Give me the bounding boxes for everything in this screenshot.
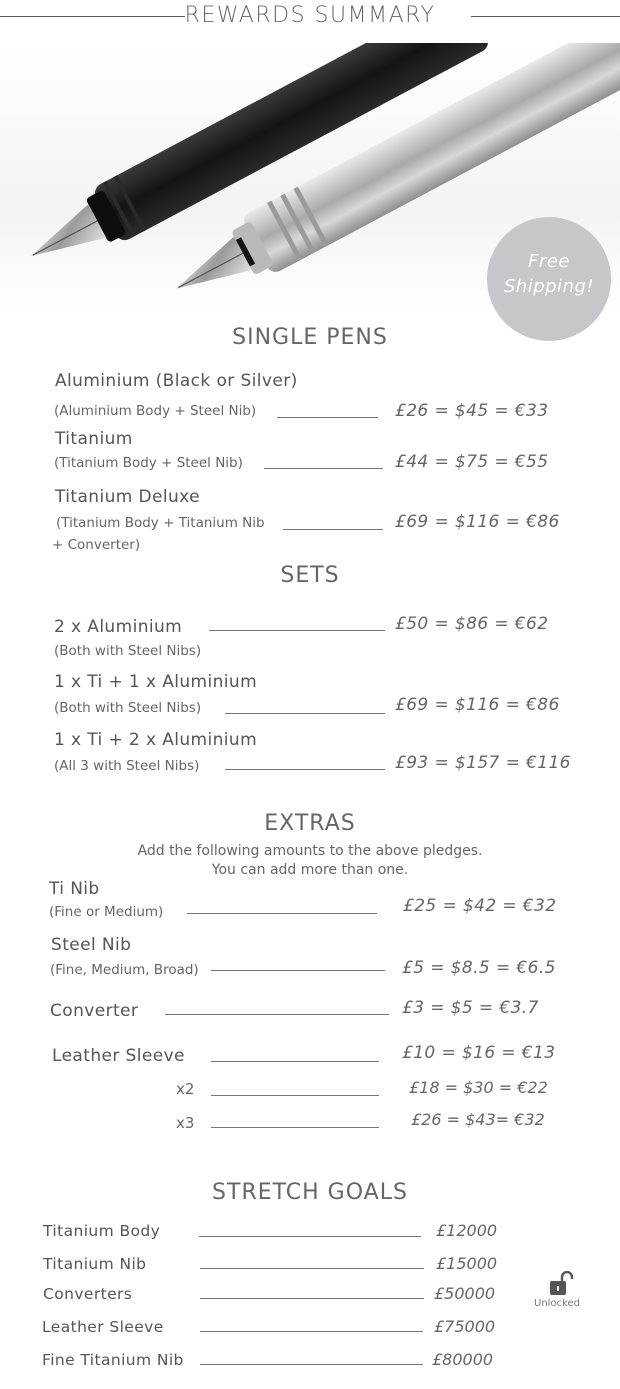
leader-line <box>211 1127 379 1128</box>
badge-line-1: Free <box>528 251 570 272</box>
reward-price: £93 = $157 = €116 <box>395 753 571 773</box>
goal-name: Converters <box>43 1285 133 1303</box>
section-title-sets: SETS <box>280 563 340 588</box>
leader-line <box>200 1364 423 1365</box>
extra-price: £3 = $5 = €3.7 <box>402 998 539 1018</box>
goal-name: Titanium Nib <box>43 1255 147 1273</box>
leader-line <box>225 769 385 770</box>
extra-name: Steel Nib <box>51 935 132 955</box>
extras-note-line-2: You can add more than one. <box>211 862 409 878</box>
goal-name: Titanium Body <box>43 1222 161 1240</box>
leader-line <box>211 1061 379 1062</box>
section-title-extras: EXTRAS <box>264 811 356 836</box>
section-title-stretch-goals: STRETCH GOALS <box>212 1180 408 1205</box>
reward-price: £26 = $45 = €33 <box>395 401 549 421</box>
reward-detail: (Titanium Body + Steel Nib) <box>54 455 243 471</box>
reward-name: 1 x Ti + 2 x Aluminium <box>54 730 258 750</box>
unlocked-padlock-icon <box>548 1271 576 1301</box>
extra-quantity: x2 <box>176 1080 195 1098</box>
extra-detail: (Fine or Medium) <box>49 904 164 920</box>
reward-price: £50 = $86 = €62 <box>395 614 549 634</box>
leader-line <box>277 417 378 418</box>
free-shipping-badge <box>487 217 611 341</box>
leader-line <box>264 468 383 469</box>
section-title-single-pens: SINGLE PENS <box>232 325 388 350</box>
extra-price: £18 = $30 = €22 <box>409 1078 548 1097</box>
goal-amount: £12000 <box>436 1221 498 1240</box>
leader-line <box>225 713 385 714</box>
extra-detail: (Fine, Medium, Broad) <box>50 962 199 978</box>
reward-detail: (Both with Steel Nibs) <box>54 700 202 716</box>
extra-name: Leather Sleeve <box>52 1046 185 1066</box>
reward-name: Titanium <box>55 429 133 449</box>
leader-line <box>200 1331 423 1332</box>
reward-name: 1 x Ti + 1 x Aluminium <box>54 672 258 692</box>
leader-line <box>165 1014 389 1015</box>
reward-detail: (Both with Steel Nibs) <box>54 643 202 659</box>
extra-price: £5 = $8.5 = €6.5 <box>402 958 556 978</box>
leader-line <box>211 1095 379 1096</box>
goal-amount: £75000 <box>434 1317 496 1336</box>
extra-price: £10 = $16 = €13 <box>402 1043 556 1063</box>
reward-price: £69 = $116 = €86 <box>395 512 560 532</box>
reward-detail-cont: + Converter) <box>52 537 141 553</box>
reward-name: Aluminium (Black or Silver) <box>55 371 298 391</box>
reward-name: 2 x Aluminium <box>54 617 183 637</box>
reward-price: £44 = $75 = €55 <box>395 452 549 472</box>
leader-line <box>209 630 385 631</box>
page-title: REWARDS SUMMARY <box>184 3 436 28</box>
leader-line <box>200 1298 424 1299</box>
goal-amount: £15000 <box>436 1254 498 1273</box>
goal-amount: £80000 <box>432 1350 494 1369</box>
leader-line <box>187 913 377 914</box>
reward-price: £69 = $116 = €86 <box>395 695 560 715</box>
extra-name: Ti Nib <box>49 879 100 899</box>
unlocked-label: Unlocked <box>534 1298 580 1309</box>
leader-line <box>211 970 385 971</box>
goal-name: Fine Titanium Nib <box>42 1351 184 1369</box>
extras-note-line-1: Add the following amounts to the above pledges. <box>137 843 483 859</box>
reward-name: Titanium Deluxe <box>55 487 200 507</box>
header-rule-right <box>471 16 620 17</box>
badge-line-2: Shipping! <box>503 276 595 297</box>
leader-line <box>200 1268 424 1269</box>
reward-detail: (Aluminium Body + Steel Nib) <box>54 403 257 419</box>
leader-line <box>283 529 383 530</box>
goal-amount: £50000 <box>434 1284 496 1303</box>
goal-name: Leather Sleeve <box>42 1318 164 1336</box>
reward-detail: (Titanium Body + Titanium Nib <box>56 515 265 531</box>
extra-price: £25 = $42 = €32 <box>403 896 557 916</box>
extra-price: £26 = $43= €32 <box>411 1110 545 1129</box>
leader-line <box>199 1236 421 1237</box>
extra-quantity: x3 <box>176 1114 195 1132</box>
extra-name: Converter <box>50 1001 139 1021</box>
reward-detail: (All 3 with Steel Nibs) <box>54 758 200 774</box>
